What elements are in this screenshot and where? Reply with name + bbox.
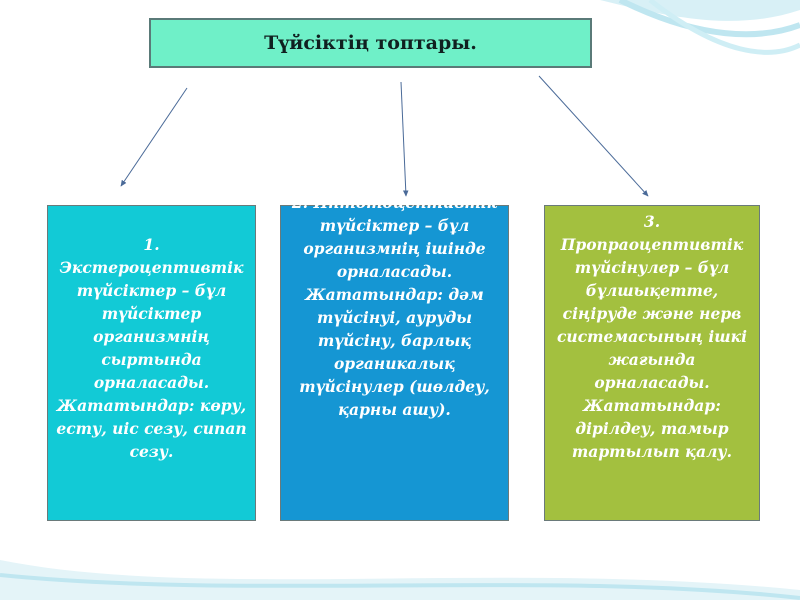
category-text: 3. Пропраоцептивтік түйсінулер – бұл бұлшықетте, сіңіруде және нерв системасының ішкі жағында орналасады. Жататындар: дірілдеу, тамыр тартылып қалу.: [556, 212, 747, 461]
category-box-exteroceptive: [47, 205, 256, 521]
category-box-proprioceptive: [544, 205, 760, 521]
category-box-interoceptive: [280, 193, 509, 521]
arrow-to-box-1: [121, 88, 187, 186]
category-text: 2. Интотоцептивтік түйсіктер – бұл организмнің ішінде орналасады. Жататындар: дәм түйсінуі, ауруды түйсіну, барлық органикалық түйсінулер (шөлдеу, қарны ашу).: [291, 193, 498, 419]
arrow-to-box-2: [401, 82, 406, 196]
diagram-title: Түйсіктің топтары.: [149, 18, 592, 68]
category-text: 1. Экстероцептивтік түйсіктер – бұл түйсіктер организмнің сыртында орналасады. Жататындар: көру, есту, иіс сезу, сипап сезу.: [56, 235, 247, 461]
arrow-to-box-3: [539, 76, 648, 196]
